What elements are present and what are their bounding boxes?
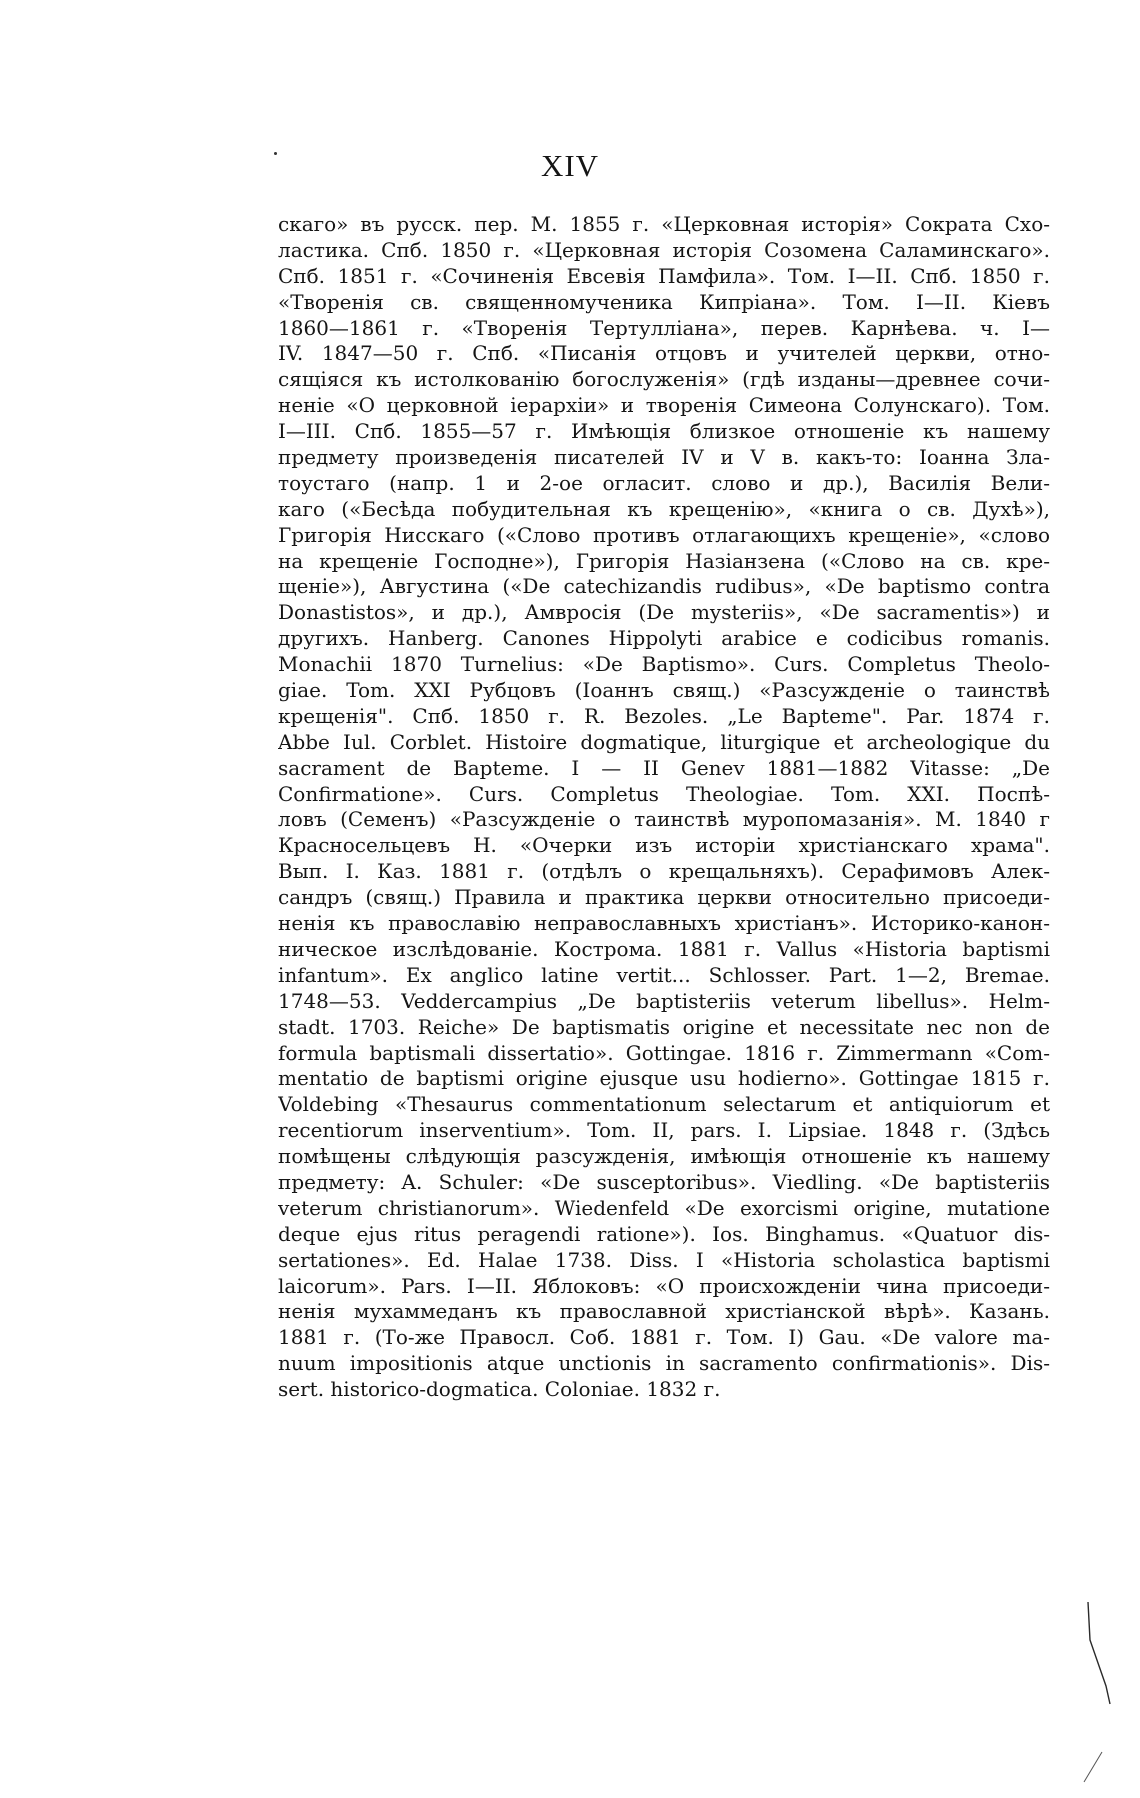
bibliography-paragraph <box>278 212 1050 1403</box>
text-line: laicorum». Pars. I—II. Яблоковъ: «О происхожденіи чина присоеди- <box>278 1273 1050 1298</box>
text-line: ническое изслѣдованіе. Кострома. 1881 г. Vallus «Historia baptismi <box>278 936 1050 961</box>
text-line: Вып. I. Каз. 1881 г. (отдѣлъ о крещальняхъ). Серафимовъ Алек- <box>278 859 1050 884</box>
text-line: stadt. 1703. Reiche» De baptismatis origine et necessitate nec non de <box>278 1014 1050 1039</box>
page-number: XIV <box>540 148 600 183</box>
text-line: щеніе»), Августина («De catechizandis rudibus», «De baptismo contra <box>278 574 1050 599</box>
text-line: 1748—53. Veddercampius „De baptisteriis veterum libellus». Helm- <box>278 988 1050 1013</box>
text-line: Confirmatione». Curs. Completus Theologiae. Tom. XXI. Поспѣ- <box>278 781 1050 806</box>
text-line: nuum impositionis atque unctionis in sacramento confirmationis». Dis- <box>278 1351 1050 1376</box>
text-line: Григорія Нисскаго («Слово противъ отлагающихъ крещеніе», «слово <box>278 522 1050 547</box>
text-line: Спб. 1851 г. «Сочиненія Евсевія Памфила». Том. I—II. Спб. 1850 г. <box>278 263 1050 288</box>
scan-corner-mark <box>1080 1748 1110 1788</box>
text-line: sacrament de Bapteme. I — II Genev 1881—1882 Vitasse: „De <box>278 755 1050 780</box>
text-line: Monachii 1870 Turnelius: «De Baptismo». Curs. Completus Theolo- <box>278 652 1050 677</box>
text-line: на крещеніе Господне»), Григорія Назіанзена («Слово на св. кре- <box>278 548 1050 573</box>
text-line: неніе «О церковной іерархіи» и творенія Симеона Солунскаго). Том. <box>278 393 1050 418</box>
text-line: тоустаго (напр. 1 и 2-ое огласит. слово и др.), Василія Вели- <box>278 470 1050 495</box>
text-line: Voldebing «Thesaurus commentationum selectarum et antiquiorum et <box>278 1092 1050 1117</box>
text-line: recentiorum inserventium». Tom. II, pars. I. Lipsiae. 1848 г. (Здѣсь <box>278 1118 1050 1143</box>
text-line: ненія къ православію неправославныхъ христіанъ». Историко-канон- <box>278 911 1050 936</box>
text-line: ненія мухаммеданъ къ православной христіанской вѣрѣ». Казань. <box>278 1299 1050 1324</box>
text-line: предмету произведенія писателей IV и V в. какъ-то: Іоанна Зла- <box>278 445 1050 470</box>
text-line: formula baptismali dissertatio». Gottingae. 1816 г. Zimmermann «Com- <box>278 1040 1050 1065</box>
text-line: 1860—1861 г. «Творенія Тертулліана», перев. Карнѣева. ч. I— <box>278 315 1050 340</box>
text-line: IV. 1847—50 г. Спб. «Писанія отцовъ и учителей церкви, отно- <box>278 341 1050 366</box>
text-line: deque ejus ritus peragendi ratione»). Ios. Binghamus. «Quatuor dis- <box>278 1221 1050 1246</box>
text-line: другихъ. Hanberg. Canones Hippolyti arabice e codicibus romanis. <box>278 626 1050 651</box>
text-line: I—III. Спб. 1855—57 г. Имѣющія близкое отношеніе къ нашему <box>278 419 1050 444</box>
text-line: ловъ (Семенъ) «Разсужденіе о таинствѣ муропомазанія». М. 1840 г <box>278 807 1050 832</box>
text-line: ластика. Спб. 1850 г. «Церковная исторія Созомена Саламинскаго». <box>278 237 1050 262</box>
text-line: sert. historico-dogmatica. Coloniae. 1832 г. <box>278 1377 721 1402</box>
text-line: «Творенія св. священномученика Кипріана». Том. I—II. Кіевъ <box>278 289 1050 314</box>
text-line: каго («Бесѣда побудительная къ крещенію», «книга о св. Духѣ»), <box>278 496 1050 521</box>
text-line: Abbe Iul. Corblet. Histoire dogmatique, liturgique et archeologique du <box>278 729 1050 754</box>
text-line: giae. Tom. XXI Рубцовъ (Іоаннъ свящ.) «Разсужденіе о таинствѣ <box>278 678 1050 703</box>
text-line: mentatio de baptismi origine ejusque usu hodierno». Gottingae 1815 г. <box>278 1066 1050 1091</box>
text-line: крещенія". Спб. 1850 г. R. Bezoles. „Le Bapteme". Par. 1874 г. <box>278 703 1050 728</box>
text-line: Donastistos», и др.), Амвросія (De mysteriis», «De sacramentis») и <box>278 600 1050 625</box>
text-line: veterum christianorum». Wiedenfeld «De exorcismi origine, mutatione <box>278 1195 1050 1220</box>
text-line: сящіяся къ истолкованію богослуженія» (гдѣ изданы—древнее сочи- <box>278 367 1050 392</box>
text-line: 1881 г. (То-же Правосл. Соб. 1881 г. Том. I) Gau. «De valore ma- <box>278 1325 1050 1350</box>
text-line: Красносельцевъ Н. «Очерки изъ исторіи христіанскаго храма". <box>278 833 1050 858</box>
text-line: скаго» въ русск. пер. М. 1855 г. «Церковная исторія» Сократа Схо- <box>278 212 1050 236</box>
text-line: помѣщены слѣдующія разсужденія, имѣющія отношеніе къ нашему <box>278 1144 1050 1169</box>
text-line: предмету: A. Schuler: «De susceptoribus». Viedling. «De baptisteriis <box>278 1169 1050 1194</box>
scan-edge-mark <box>1080 1600 1120 1710</box>
text-line: sertationes». Ed. Halae 1738. Diss. I «Historia scholastica baptismi <box>278 1247 1050 1272</box>
text-line: сандръ (свящ.) Правила и практика церкви относительно присоеди- <box>278 885 1050 910</box>
text-line: infantum». Ex anglico latine vertit... Schlosser. Part. 1—2, Bremae. <box>278 962 1050 987</box>
